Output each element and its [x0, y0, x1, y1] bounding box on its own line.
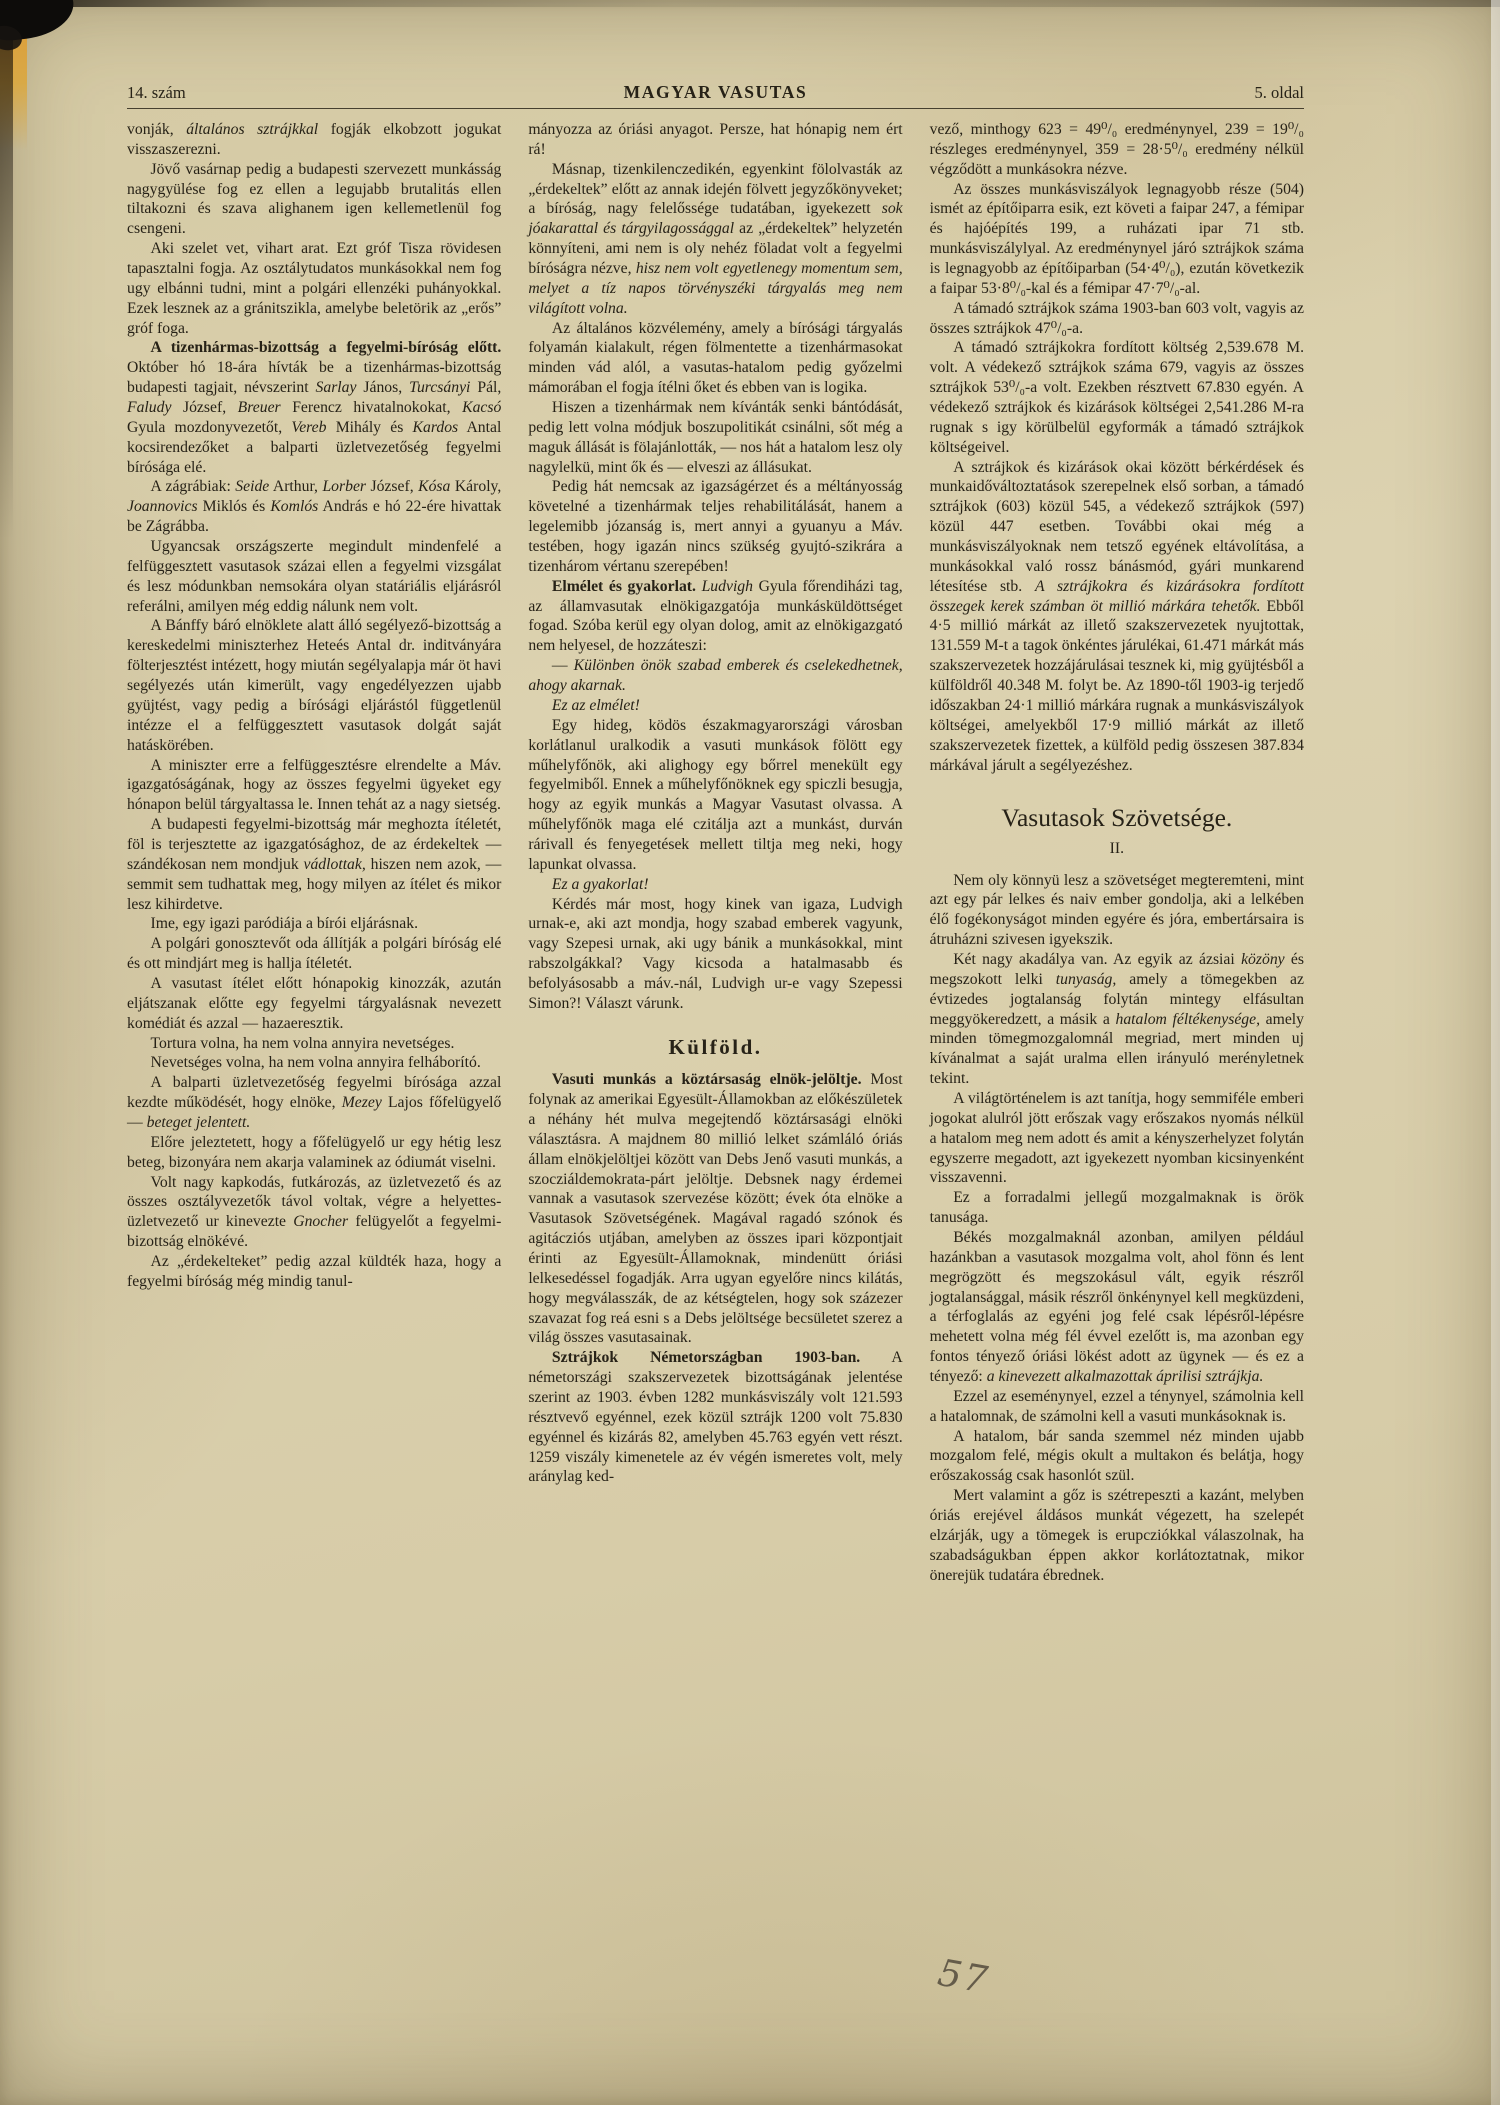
- paragraph: Vasuti munkás a köztársaság elnök-jelöltje. Most folynak az amerikai Egyesült-Államokban az előkészületek a néhány hét mulva megejtendő köztársasági elnöki választásra. A majdnem 80 millió lelket számláló óriás állam elnökjelöltjei között van Debs Jenő vasuti munkás, a szocziáldemokrata-párt jelöltje. Debsnek nagy érdemei vannak a vasutasok szervezése között; évek óta elnöke a Vasutasok Szövetségének. Magával ragadó szónok és agitácziós utjában, amelyben az összes ipari központjait érinti az Egyesült-Államoknak, mindenütt óriási lelkesedéssel fogadják. Arra ugyan egyelőre nincs kilátás, hogy megválasszák, de az kétségtelen, hogy sok százezer szavazat fog reá esni s a Debs jelöltsége becsületet szerez a világ összes vasutasainak.: [528, 1071, 903, 1347]
- paragraph: — Különben önök szabad emberek és cselekedhetnek, ahogy akarnak.: [528, 657, 903, 695]
- subsection-numeral: II.: [1109, 839, 1125, 857]
- paragraph: Az „érdekelteket” pedig azzal küldték haza, hogy a fegyelmi bíróság még mindig tanul-: [127, 1252, 502, 1290]
- page-number: 5. oldal: [1254, 83, 1304, 102]
- paragraph: Kérdés már most, hogy kinek van igaza, Ludvigh urnak-e, aki azt mondja, hogy szabad emberek vagyunk, vagy Szepesi urnak, aki ugy bánik a munkásokkal, mint rabszolgákkal? Vagy kicsoda a hatalmasabb és befolyásosabb a máv.-nál, Ludvigh ur-e vagy Szepessi Simon?! Választ várunk.: [528, 895, 903, 1012]
- paragraph: Volt nagy kapkodás, futkározás, az üzletvezető és az összes osztályvezetők távol voltak, végre a helyettes-üzletvezető ur kinevezte Gnocher felügyelőt a fegyelmi-bizottság elnökévé.: [127, 1173, 502, 1251]
- column-2: [528, 120, 902, 1585]
- handwritten-page-number: 57: [934, 1950, 993, 2003]
- section-heading: Külföld.: [668, 1034, 763, 1059]
- paragraph: Nem oly könnyü lesz a szövetséget megteremteni, mint azt egy pár lelkes és naiv ember gondolja, aki a lelkében élő fogékonyságot minden egyére és jóra, embertársaira is átruházni szivesen igyekszik.: [929, 871, 1304, 949]
- paragraph: vező, minthogy 623 = 49⁰/₀ eredménynyel, 239 = 19⁰/₀ részleges eredménynyel, 359 = 28·5⁰/₀ eredmény nélkül végződött a munkásokra nézve.: [929, 121, 1304, 178]
- paragraph: Ugyancsak országszerte megindult mindenfelé a felfüggesztett vasutasok százai ellen a fegyelmi vizsgálat és lesz módunkban nemsokára olyan statáriális eljárásról referálni, amilyen még eddig nálunk nem volt.: [127, 538, 502, 615]
- paragraph: Nevetséges volna, ha nem volna annyira felháborító.: [150, 1054, 481, 1072]
- paragraph: A világtörténelem is azt tanítja, hogy semmiféle emberi jogokat alulról jött erőszak vagy erőszakos nyomás nélkül a hatalom meg nem adott és amit a kényszerhelyzet folytán egyszerre megadott, azt igyekezett nyomban kicsinyenként visszavenni.: [929, 1089, 1304, 1187]
- paragraph: Egy hideg, ködös északmagyarországi városban korlátlanul uralkodik a vasuti munkások fölött egy műhelyfőnök, aki alighogy egy bőrrel menekült egy fegyelmiből. Ennek a műhelyfőnöknek egy spiczli besugja, hogy az egyik munkás a Magyar Vasutast olvassa. A műhelyfőnök maga elé czitálja azt a munkást, durván rárivall és fenyegetések mellett tiltja meg neki, hogy lapunkat olvassa.: [528, 716, 903, 873]
- paragraph: A tizenhármas-bizottság a fegyelmi-bíróság előtt. Október hó 18-ára hívták be a tizenhármas-bizottság budapesti tagjait, névszerint Sarlay János, Turcsányi Pál, Faludy József, Breuer Ferencz hivatalnokokat, Kacsó Gyula mozdonyvezetőt, Vereb Mihály és Kardos Antal kocsirendezőket a balparti üzletvezetőség fegyelmi bírósága elé.: [127, 339, 502, 476]
- scan-artifact-left-streak: [0, 0, 13, 540]
- paragraph: Elmélet és gyakorlat. Ludvigh Gyula főrendiházi tag, az államvasutak elnökigazgatója munkásküldöttséget fogad. Szóba kerül egy olyan dolog, amit az elnökigazgató nem helyesel, de hozzáteszi:: [528, 577, 903, 655]
- paragraph: Aki szelet vet, vihart arat. Ezt gróf Tisza rövidesen tapasztalni fogja. Az osztálytudatos munkásokkal nem fog ugy elbánni tudni, mint a polgári ellenzéki puhányokkal. Ezek lesznek az a gránitszikla, amelybe beletörik az „erős” gróf foga.: [127, 240, 502, 337]
- paragraph: vonják, általános sztrájkkal fogják elkobzott jogukat visszaszerezni.: [127, 121, 502, 158]
- paragraph: Ez a gyakorlat!: [551, 875, 649, 893]
- paragraph: Pedig hát nemcsak az igazságérzet és a méltányosság követelné a tizenhármak teljes rehabilitálását, hanem a legelemibb józanság is, mert annyi a gyuanyu a Máv. testében, hogy igazán nincs szükség gyujtó-szikrára a tizenhárom vértanu szerepében!: [528, 478, 903, 575]
- paragraph: Tortura volna, ha nem volna annyira nevetséges.: [150, 1034, 455, 1052]
- paragraph: Békés mozgalmaknál azonban, amilyen például hazánkban a vasutasok mozgalma volt, ahol fönn és lent megrögzött és megszokásul vált, egyik részről jogtalansággal, másik részről önkénynyel kell megküzdeni, a térfoglalás az egyéni jog felé csak lépésről-lépésre mehetett volna még fél évvel ezelőtt is, ma azonban egy fontos tényező óriási lökést adott az ügynek — és ez a tényező: a kinevezett alkalmazottak áprilisi sztrájkja.: [929, 1229, 1304, 1386]
- paragraph: Két nagy akadálya van. Az egyik az ázsiai közöny és megszokott lelki tunyaság, amely a tömegekben az évtizedes jogtalanság folytán mintegy elfásultan meggyökeredzett, a másik a hatalom féltékenysége, amely minden tömegmozgalomnál megriad, mert minden uj kívánalmat a saját uralma ellen irányuló merényletnek tekint.: [929, 950, 1305, 1088]
- masthead: [127, 0, 1304, 109]
- paragraph: A Bánffy báró elnöklete alatt álló segélyező-bizottság a kereskedelmi miniszterhez Heteés Antal dr. inditványára fölterjesztést intézett, hogy miután segélyalapja már öt havi segélyezés után kimerült, vagy engedélyezzen ujabb gyüjtést, vagy pedig a bírósági eljárástól függetlenül intézze el a felfüggesztett vasutasok dolgát saját hatáskörében.: [127, 617, 502, 754]
- paragraph: A sztrájkok és kizárások okai között bérkérdések és munkaidőváltoztatások szerepelnek első sorban, a támadó sztrájkok (603) közül 545, a védekező sztrájkok (597) közül 447 esetben. További okai még a munkásviszályoknak nem tetsző egyének eltávolítása, a munkásokkal való rossz bánásmód, gyári munkarend létesítése stb. A sztrájkokra és kizárásokra fordított összegek kerek számban öt millió márkára tehetők. Ebből 4·5 millió márkát az illető szakszervezetek nyujtottak, 131.559 M-t a tagok önkéntes járulékai, 61.471 márkát más szakszervezetek hozzájárulásai tesznek ki, mig gyüjtésből a külföldről 40.348 M. folyt be. Az 1890-től 1903-ig terjedő időszakban 24·1 millió márkára rugnak a munkásviszályok költségei, amelyekből 17·9 millió márkát az illető szakszervezetek fizettek, a külföld pedig összesen 387.834 márkával járult a segélyezéshez.: [929, 458, 1305, 774]
- paragraph: Az összes munkásviszályok legnagyobb része (504) ismét az építőiparra esik, ezt követi a faipar 247, a fémipar és hajóépítés 199, a ruházati ipar 71 stb. munkásviszálylyal. Az eredménynyel járó sztrájkok száma is legnagyobb az építőiparban (54·4⁰/₀), ezután következik a faipar 53·8⁰/₀-kal és a fémipar 47·7⁰/₀-al.: [929, 180, 1304, 297]
- paragraph: Másnap, tizenkilenczedikén, egyenkint fölolvasták az „érdekeltek” előtt az annak idején fölvett jegyzőkönyveket; a bíróság, nagy felelőssége tudatában, igyekezett sok jóakarattal és tárgyilagossággal az „érdekeltek” helyzetén könnyíteni, ami nem is oly nehéz föladat volt a fegyelmi bíróságra nézve, hisz nem volt egyetlenegy momentum sem, melyet a tíz napos törvényszéki tárgyalás meg nem világított volna.: [528, 160, 903, 317]
- scan-artifact-right-edge: [1491, 0, 1500, 2105]
- paragraph: A budapesti fegyelmi-bizottság már meghozta ítéletét, föl is terjesztette az igazgatósághoz, de az érdekeltek — szándékosan nem mondjuk vádlottak, hiszen nem azok, — semmit sem tudhattak meg, hogy milyen az ítélet és mikor lesz kihirdetve.: [127, 816, 502, 913]
- paragraph: A polgári gonosztevőt oda állítják a polgári bíróság elé és ott mindjárt meg is hallja ítéletét.: [127, 935, 502, 973]
- column-1: [127, 120, 501, 1585]
- paragraph: A vasutast ítélet előtt hónapokig kinozzák, azután eljátszanak előtte egy fegyelmi tárgyalásnak nevezett komédiát és azzal — hazaeresztik.: [127, 974, 502, 1032]
- paragraph: Mert valamint a gőz is szétrepeszti a kazánt, melyben óriás erejével áldásos munkát végezett, ha szelepét elzárják, ugy a tömegek is erupcziókkal válaszolnak, ha szabadságukban éppen akkor korlátoztatnak, mikor önerejük tudatára ébrednek.: [929, 1487, 1304, 1584]
- paragraph: Sztrájkok Németországban 1903-ban. A németországi szakszervezetek bizottságának jelentése szerint az 1903. évben 1282 munkásviszály volt 121.593 résztvevő egyénnel, ezek közül sztrájk 1200 volt 75.830 egyénnel és kizárás 82, amelyben 45.763 egyén vett részt. 1259 viszály kimenetele az év végén ismeretes volt, mely aránylag ked-: [528, 1349, 903, 1486]
- issue-number: 14. szám: [127, 83, 186, 102]
- paragraph: A támadó sztrájkokra fordított költség 2,539.678 M. volt. A védekező sztrájkok száma 679, vagyis az összes sztrájkok 53⁰/₀-a volt. Ezekben résztvett 67.830 egyén. A védekező sztrájkok és kizárások költségei 2,541.286 M-ra rugnak s igy körülbelül egyformák a támadó sztrájkok költségeivel.: [929, 339, 1304, 456]
- newspaper-title: MAGYAR VASUTAS: [623, 82, 808, 102]
- paragraph: Ime, egy igazi paródiája a bírói eljárásnak.: [150, 915, 418, 933]
- article-columns: [127, 120, 1304, 1585]
- paragraph: Ez a forradalmi jellegű mozgalmaknak is örök tanusága.: [929, 1189, 1304, 1227]
- paragraph: Jövő vasárnap pedig a budapesti szervezett munkásság nagygyülése fog ez ellen a legujabb brutalitás ellen tiltakozni és szava alighanem igen kellemetlenül fog csengeni.: [127, 160, 502, 238]
- paragraph: A zágrábiak: Seide Arthur, Lorber József, Kósa Károly, Joannovics Miklós és Komlós András e hó 22-ére hivattak be Zágrábba.: [127, 478, 502, 536]
- paragraph: A támadó sztrájkok száma 1903-ban 603 volt, vagyis az összes sztrájkok 47⁰/₀-a.: [929, 299, 1304, 337]
- paragraph: Előre jeleztetett, hogy a főfelügyelő ur egy hétig lesz beteg, bizonyára nem akarja valaminek az ódiumát viselni.: [127, 1133, 502, 1171]
- paragraph: A hatalom, bár sanda szemmel néz minden ujabb mozgalom felé, mégis okult a multakon és belátja, hogy erőszakosság csak hasonlót szül.: [929, 1427, 1304, 1485]
- section-heading: Vasutasok Szövetsége.: [1001, 803, 1233, 833]
- page-content: [127, 0, 1304, 1585]
- paragraph: A balparti üzletvezetőség fegyelmi bírósága azzal kezdte működését, hogy elnöke, Mezey Lajos főfelügyelő — beteget jelentett.: [127, 1074, 502, 1131]
- paragraph: Hiszen a tizenhármak nem kívánták senki bántódását, pedig lett volna módjuk boszupolitikát csinálni, sőt még a maguk állását is fölajánlották, — nos hát a hatalom lesz oly nagylelkü, mint ők és — elveszi az állásukat.: [528, 399, 903, 476]
- paragraph: A miniszter erre a felfüggesztésre elrendelte a Máv. igazgatóságának, hogy az összes fegyelmi ügyeket egy hónapon belül tárgyaltassa le. Innen tehát az a nagy sietség.: [127, 756, 502, 814]
- paragraph: Az általános közvélemény, amely a bírósági tárgyalás folyamán kialakult, régen fölmentette a tizenhármasokat minden vád alól, a vasutas-hatalom pedig győzelmi mámorában el fogja ítélni őket és ebben van is logika.: [528, 319, 903, 397]
- column-3: [930, 120, 1304, 1585]
- paragraph: mányozza az óriási anyagot. Persze, hat hónapig nem ért rá!: [528, 121, 903, 158]
- paragraph: Ez az elmélet!: [551, 696, 640, 714]
- paragraph: Ezzel az eseménynyel, ezzel a ténynyel, számolnia kell a hatalomnak, de számolni kell a vasuti munkásoknak is.: [929, 1387, 1304, 1425]
